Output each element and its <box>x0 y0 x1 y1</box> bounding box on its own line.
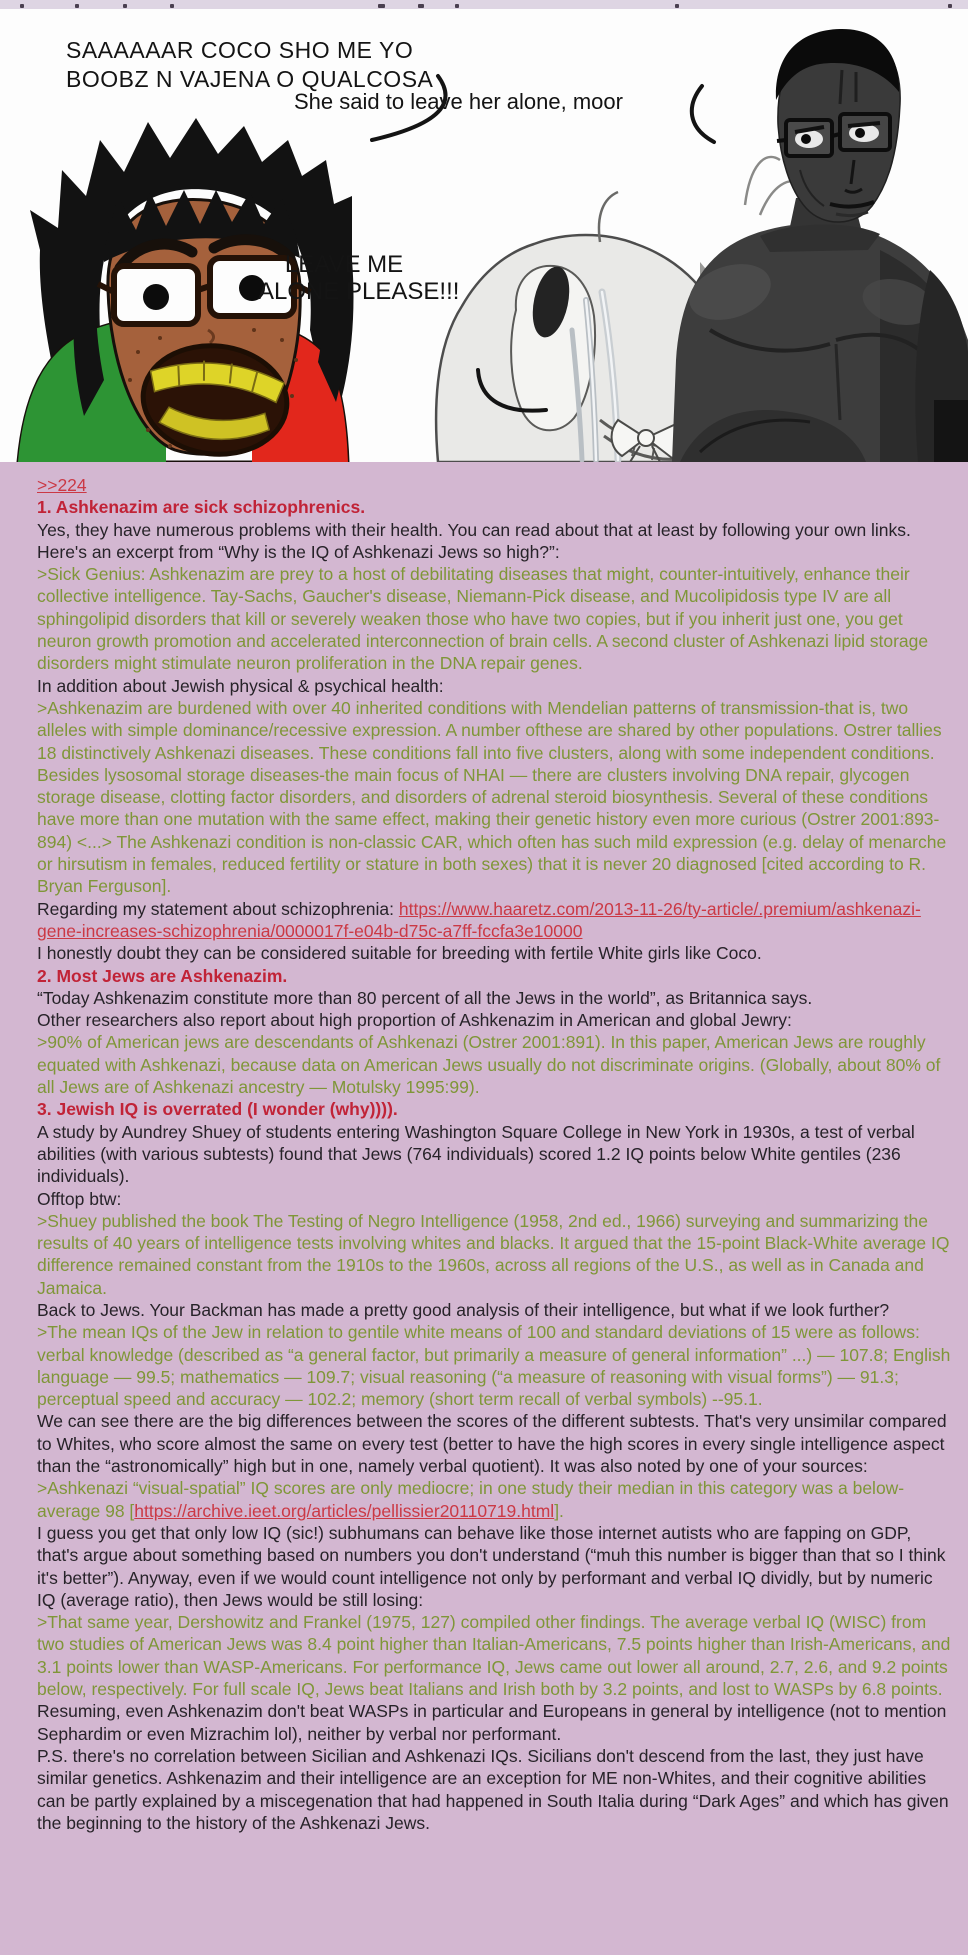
post-link[interactable]: https://www.haaretz.com/2013-11-26/ty-article/.premium/ashkenazi-gene-increases-schizophrenia/0000017f-e04b-d75c-a7ff-fccfa3e10000 <box>37 898 921 941</box>
post-paragraph <box>37 987 952 1009</box>
post-text-segment: A study by Aundrey Shuey of students entering Washington Square College in New York in 1930s, a test of verbal abilities (with various subtests) found that Jews (764 individuals) scored 1.2 IQ points below White gentiles (236 individuals). <box>37 1121 915 1187</box>
post-paragraph <box>37 942 952 964</box>
post-link[interactable]: >>224 <box>37 475 87 495</box>
post-paragraph <box>37 1031 952 1098</box>
post-text-segment: P.S. there's no correlation between Sicilian and Ashkenazi IQs. Sicilians don't descend from the last, they just have similar genetics. Ashkenazim and their intelligence are an exception for ME non-Whites, and their cognitive abilities can be partly explained by a miscegenation that had happened in South Italia during “Dark Ages” and which has given the beginning to the history of the Ashkenazi Jews. <box>37 1745 949 1833</box>
post-text <box>0 462 968 1834</box>
greentext: >The mean IQs of the Jew in relation to gentile white means of 100 and standard deviations of 15 were as follows: verbal knowledge (described as “a general factor, but primarily a measure of general information” ...) — 107.8; English language — 99.5; mathematics — 109.7; visual reasoning (“a measure of reasoning with visual forms”) — 91.3; perceptual speed and accuracy — 102.2; memory (short term recall of verbal symbols) --95.1. <box>37 1322 951 1410</box>
post-paragraph <box>37 541 952 563</box>
post-paragraph <box>37 697 952 898</box>
post-text-segment: Resuming, even Ashkenazim don't beat WASPs in particular and Europeans in general by intelligence (not to mention Sephardim or even Mizrachim lol), neither by verbal nor performant. <box>37 1701 947 1744</box>
muscular-dark-man <box>672 29 968 462</box>
man-eye <box>855 128 865 138</box>
post-paragraph <box>37 898 952 943</box>
greentext: >Ashkenazi “visual-spatial” IQ scores are only mediocre; in one study their median in this category was a below-average 98 [ <box>37 1478 905 1521</box>
post-paragraph <box>37 965 952 987</box>
post-paragraph <box>37 563 952 674</box>
post-paragraph <box>37 1522 952 1611</box>
post-text-segment: I honestly doubt they can be considered suitable for breeding with fertile White girls like Coco. <box>37 943 762 964</box>
speech-tail <box>692 86 714 142</box>
post-text-segment: I guess you get that only low IQ (sic!) subhumans can behave like those internet autists who are fapping on GDP, that's argue about something based on numbers you don't understand (“muh this number is bigger than that so I think it's better”). Anyway, even if we would count intelligence not only by performant and verbal IQ dividly, but by numeric IQ (average ratio), then Jews would be still losing: <box>37 1522 946 1610</box>
post-header: 2. Most Jews are Ashkenazim. <box>37 965 288 986</box>
post-text-segment: “Today Ashkenazim constitute more than 80 percent of all the Jews in the world”, as Britannica says. <box>37 987 813 1008</box>
post-paragraph <box>37 1009 952 1031</box>
post-text-segment: In addition about Jewish physical & psychical health: <box>37 675 444 696</box>
post-paragraph <box>37 474 952 496</box>
post-paragraph <box>37 1700 952 1745</box>
speech-text-man: She said to leave her alone, moor <box>294 89 623 114</box>
post-link[interactable]: https://archive.ieet.org/articles/pellissier20110719.html <box>134 1500 555 1521</box>
post-paragraph <box>37 1611 952 1700</box>
post-paragraph <box>37 1121 952 1188</box>
post-paragraph <box>37 1210 952 1299</box>
post-text-segment: Other researchers also report about high proportion of Ashkenazim in American and global Jewry: <box>37 1010 792 1031</box>
post-paragraph <box>37 675 952 697</box>
post-text-segment: Here's an excerpt from “Why is the IQ of Ashkenazi Jews so high?”: <box>37 541 560 562</box>
post-paragraph <box>37 1299 952 1321</box>
post-header: 3. Jewish IQ is overrated (I wonder (why)))). <box>37 1099 398 1120</box>
greentext: >Ashkenazim are burdened with over 40 inherited conditions with Mendelian patterns of transmission-that is, two alleles with simple dominance/recessive expression. A number ofthese are shared by other populations. Ostrer tallies 18 distinctively Ashkenazi diseases. These conditions fall into five clusters, along with some independent conditions. Besides lysosomal storage diseases-the main focus of NHAI — there are clusters involving DNA repair, glycogen storage disease, clotting factor disorders, and disorders of adrenal steroid biosynthesis. Several of these conditions have more than one mutation with the same effect, making their genetic history even more curious (Ostrer 2001:893-894) <...> The Ashkenazi condition is non-classic CAR, which often has such mild expression (e.g. delay of menarche or hirsutism in females, reduced fertility or stature in both sexes) that it is never 20 diagnosed [cited according to R. Bryan Ferguson]. <box>37 697 947 897</box>
post-header: 1. Ashkenazim are sick schizophrenics. <box>37 497 366 518</box>
greentext: >90% of American jews are descendants of Ashkenazi (Ostrer 2001:891). In this paper, American Jews are roughly equated with Ashkenazi, because data on American Jews usually do not discriminate origins. (Globally, about 80% of all Jews are of Ashkenazi ancestry — Motulsky 1995:99). <box>37 1032 941 1098</box>
post-text-segment: Yes, they have numerous problems with their health. You can read about that at least by following your own links. <box>37 519 911 540</box>
post-paragraph <box>37 1410 952 1477</box>
post-paragraph <box>37 519 952 541</box>
greentext: >Sick Genius: Ashkenazim are prey to a host of debilitating diseases that might, counter-intuitively, enhance their collective intelligence. Tay-Sachs, Gaucher's disease, Niemann-Pick disease, and Mucolipidosis type IV are all sphingolipid disorders that kill or severely weaken those who have two copies, but if you inherit just one, you get neuron growth promotion and accelerated interconnection of brain cells. A second cluster of Ashkenazi lipid storage disorders might stimulate neuron proliferation in the DNA repair genes. <box>37 564 929 674</box>
post-image[interactable] <box>0 9 968 462</box>
greentext: >Shuey published the book The Testing of Negro Intelligence (1958, 2nd ed., 1966) surveying and summarizing the results of 40 years of intelligence tests involving whites and blacks. It argued that the 15-point Black-White average IQ difference remained constant from the 1910s to the 1960s, across all regions of the U.S., as well as in Canada and Jamaica. <box>37 1210 950 1298</box>
wojak-eye <box>143 284 169 310</box>
man-eye <box>801 134 811 144</box>
post-paragraph <box>37 1477 952 1522</box>
post-paragraph <box>37 1745 952 1834</box>
greentext: >That same year, Dershowitz and Frankel (1975, 127) compiled other findings. The average verbal IQ (WISC) from two studies of American Jews was 8.4 point higher than Italian-Americans, 7.5 points higher than Irish-Americans, and 3.1 points lower than WASP-Americans. For performance IQ, Jews came out lower all around, 2.7, 2.6, and 9.2 points below, respectively. For full scale IQ, Jews beat Italians and Irish both by 3.2 points, and lost to WASPs by 6.8 points. <box>37 1612 951 1700</box>
post-text-segment: Back to Jews. Your Backman has made a pretty good analysis of their intelligence, but what if we look further? <box>37 1299 890 1320</box>
post-text-segment: Regarding my statement about schizophrenia: <box>37 898 399 919</box>
post-paragraph <box>37 1098 952 1120</box>
cropped-previous-line <box>0 0 968 9</box>
post-text-segment: Offtop btw: <box>37 1188 122 1209</box>
post-text-segment: We can see there are the big differences between the scores of the different subtests. That's very unsimilar compared to Whites, who score almost the same on every test (better to have the high scores in every single intelligence aspect than the “astronomically” high but in one, namely verbal quotient). It was also noted by one of your sources: <box>37 1411 947 1477</box>
speech-text-girl: LEAVE ME ALONE PLEASE!!! <box>258 251 460 305</box>
chair <box>934 400 968 462</box>
post-paragraph <box>37 1321 952 1410</box>
post-paragraph <box>37 496 952 518</box>
speech-text-wojak: SAAAAAAR COCO SHO ME YO BOOBZ N VAJENA O QUALCOSA <box>66 37 434 92</box>
greentext: ]. <box>554 1500 564 1521</box>
post-paragraph <box>37 1188 952 1210</box>
